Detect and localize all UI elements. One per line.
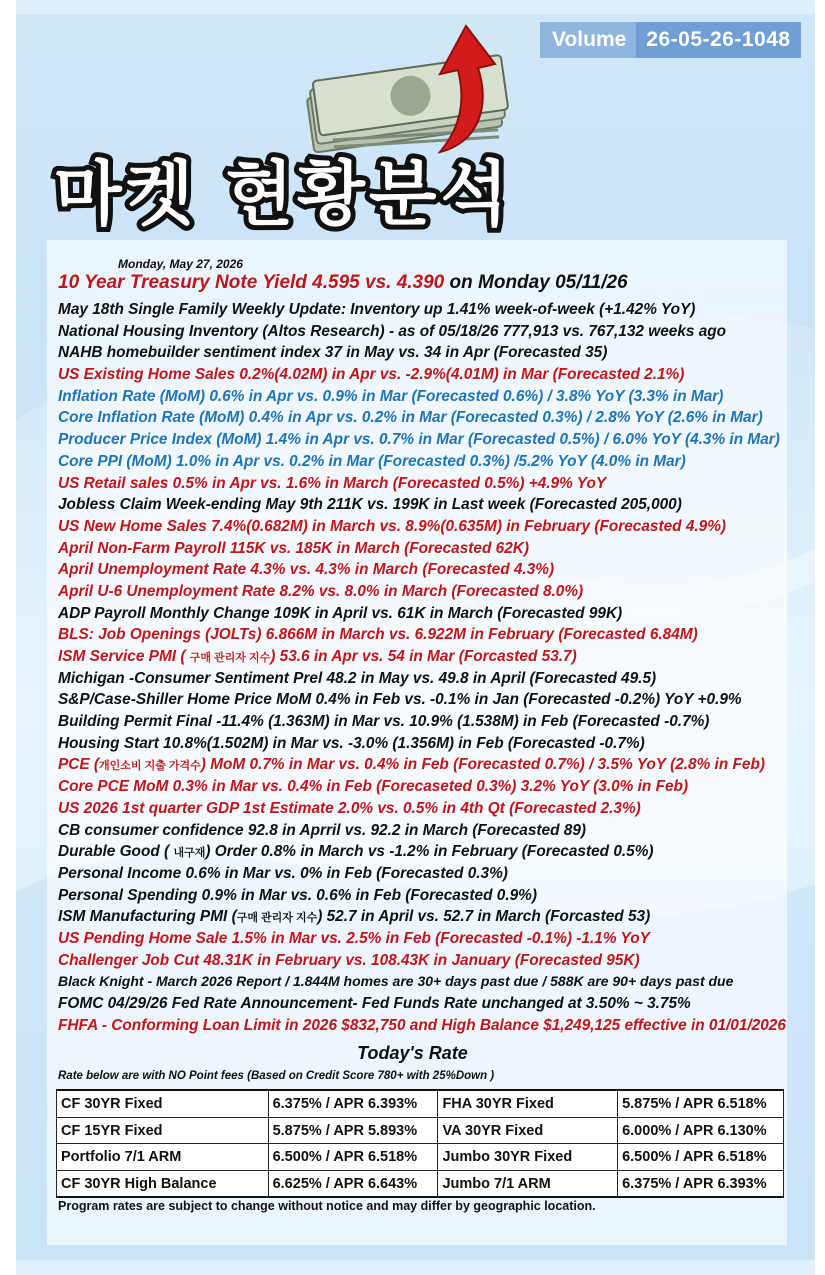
market-indicator-item: Core Inflation Rate (MoM) 0.4% in Apr vs. 0.2% in Mar (Forecasted 0.3%) / 2.8% YoY (2.6% in Mar) [58, 409, 763, 427]
rate-row [57, 1090, 784, 1117]
market-indicator-item: April Non-Farm Payroll 115K vs. 185K in March (Forecasted 62K) [58, 539, 529, 557]
market-indicator-item: May 18th Single Family Weekly Update: Inventory up 1.41% week-of-week (+1.42% YoY) [58, 301, 696, 318]
volume-label: Volume [540, 22, 636, 58]
rate-value-cell: 6.625% / APR 6.643% [268, 1170, 438, 1197]
market-indicator-item: ISM Service PMI ( 구매 관리자 지수) 53.6 in Apr vs. 54 in Mar (Forcasted 53.7) [58, 648, 577, 665]
market-indicator-item: US Retail sales 0.5% in Apr vs. 1.6% in March (Forecasted 0.5%) +4.9% YoY [58, 474, 607, 492]
rate-row [57, 1117, 784, 1144]
rate-row [57, 1144, 784, 1171]
rate-value-cell: 6.500% / APR 6.518% [618, 1144, 784, 1171]
market-indicator-item: ADP Payroll Monthly Change 109K in April vs. 61K in March (Forecasted 99K) [58, 604, 623, 622]
volume-badge [540, 22, 801, 58]
rate-value-cell: 5.875% / APR 5.893% [268, 1117, 438, 1144]
volume-number: 26-05-26-1048 [636, 22, 800, 58]
market-indicator-item: April U-6 Unemployment Rate 8.2% vs. 8.0% in March (Forecasted 8.0%) [58, 582, 584, 600]
korean-note: 구매 관리자 지수 [236, 912, 318, 925]
treasury-headline [58, 272, 628, 294]
page-title: 마켓 현황분석 [54, 153, 513, 235]
market-indicator-item: Inflation Rate (MoM) 0.6% in Apr vs. 0.9% in Mar (Forecasted 0.6%) / 3.8% YoY (3.3% in Mar) [58, 387, 724, 405]
market-indicator-item: PCE (개인소비 지출 가격수) MoM 0.7% in Mar vs. 0.4% in Feb (Forecasted 0.7%) / 3.5% YoY (2.8% in Feb) [58, 756, 765, 774]
market-indicator-item: Core PPI (MoM) 1.0% in Apr vs. 0.2% in Mar (Forecasted 0.3%) /5.2% YoY (4.0% in Mar) [58, 452, 686, 470]
rate-program-cell: FHA 30YR Fixed [438, 1090, 618, 1117]
market-indicator-item: Challenger Job Cut 48.31K in February vs. 108.43K in January (Forecasted 95K) [58, 951, 640, 969]
market-indicator-item: Producer Price Index (MoM) 1.4% in Apr vs. 0.7% in Mar (Forecasted 0.5%) / 6.0% YoY (4.3% in Mar) [58, 431, 780, 449]
market-indicator-item: FHFA - Conforming Loan Limit in 2026 $832,750 and High Balance $1,249,125 effective in 01/01/2026 [58, 1016, 786, 1034]
rate-program-cell: CF 30YR Fixed [57, 1090, 269, 1117]
rate-value-cell: 6.500% / APR 6.518% [268, 1144, 438, 1171]
market-indicator-item: US 2026 1st quarter GDP 1st Estimate 2.0% vs. 0.5% in 4th Qt (Forecasted 2.3%) [58, 799, 641, 817]
rate-program-cell: Jumbo 7/1 ARM [438, 1170, 618, 1197]
market-indicator-item: Building Permit Final -11.4% (1.363M) in Mar vs. 10.9% (1.538M) in Feb (Forecasted -0.7%) [58, 713, 710, 731]
left-border [0, 0, 16, 1275]
market-indicator-item: ISM Manufacturing PMI (구매 관리자 지수) 52.7 in April vs. 52.7 in March (Forcasted 53) [58, 908, 651, 926]
rates-footnote: Program rates are subject to change without notice and may differ by geographic location. [58, 1199, 596, 1213]
market-indicator-item: S&P/Case-Shiller Home Price MoM 0.4% in Feb vs. -0.1% in Jan (Forecasted -0.2%) YoY +0.9% [58, 691, 742, 709]
rate-program-cell: CF 15YR Fixed [57, 1117, 269, 1144]
rate-value-cell: 6.375% / APR 6.393% [268, 1090, 438, 1117]
market-indicator-item: Core PCE MoM 0.3% in Mar vs. 0.4% in Feb (Forecaseted 0.3%) 3.2% YoY (3.0% in Feb) [58, 778, 689, 796]
market-indicator-item: Durable Good ( 내구재) Order 0.8% in March vs -1.2% in February (Forecasted 0.5%) [58, 843, 654, 861]
right-border [815, 0, 825, 1275]
market-indicator-item: April Unemployment Rate 4.3% vs. 4.3% in March (Forecasted 4.3%) [58, 561, 555, 579]
market-indicator-item: US Pending Home Sale 1.5% in Mar vs. 2.5% in Feb (Forecasted -0.1%) -1.1% YoY [58, 929, 650, 947]
korean-note: 개인소비 지출 가격수 [99, 760, 201, 773]
market-indicator-list [58, 299, 798, 1036]
market-indicator-item: FOMC 04/29/26 Fed Rate Announcement- Fed Funds Rate unchanged at 3.50% ~ 3.75% [58, 995, 691, 1012]
market-indicator-item: US New Home Sales 7.4%(0.682M) in March vs. 8.9%(0.635M) in February (Forecasted 4.9%) [58, 517, 727, 535]
treasury-date-text: on Monday 05/11/26 [444, 272, 628, 293]
rate-value-cell: 6.000% / APR 6.130% [618, 1117, 784, 1144]
rates-title: Today's Rate [357, 1043, 468, 1063]
korean-note: 내구재 [173, 847, 206, 860]
treasury-yield-text: 10 Year Treasury Note Yield 4.595 vs. 4.390 [58, 272, 445, 293]
market-indicator-item: Personal Spending 0.9% in Mar vs. 0.6% in Feb (Forecasted 0.9%) [58, 886, 537, 904]
rate-program-cell: VA 30YR Fixed [438, 1117, 618, 1144]
report-date: Monday, May 27, 2026 [118, 257, 243, 271]
market-indicator-item: National Housing Inventory (Altos Research) - as of 05/18/26 777,913 vs. 767,132 weeks ago [58, 322, 727, 340]
rate-value-cell: 6.375% / APR 6.393% [618, 1170, 784, 1197]
market-indicator-item: Michigan -Consumer Sentiment Prel 48.2 in May vs. 49.8 in April (Forecasted 49.5) [58, 669, 657, 687]
rate-program-cell: Portfolio 7/1 ARM [57, 1144, 269, 1171]
korean-note: 구매 관리자 지수 [189, 652, 271, 664]
market-indicator-item: US Existing Home Sales 0.2%(4.02M) in Apr vs. -2.9%(4.01M) in Mar (Forecasted 2.1%) [58, 366, 685, 384]
rate-row [57, 1170, 784, 1197]
market-indicator-item: Personal Income 0.6% in Mar vs. 0% in Feb (Forecasted 0.3%) [58, 864, 508, 882]
market-indicator-item: Housing Start 10.8%(1.502M) in Mar vs. -3.0% (1.356M) in Feb (Forecasted -0.7%) [58, 734, 645, 752]
market-indicator-item: Jobless Claim Week-ending May 9th 211K vs. 199K in Last week (Forecasted 205,000) [58, 496, 682, 514]
market-indicator-item: Black Knight - March 2026 Report / 1.844M homes are 30+ days past due / 588K are 90+ days past due [58, 973, 734, 990]
rate-value-cell: 5.875% / APR 6.518% [618, 1090, 784, 1117]
market-indicator-item: NAHB homebuilder sentiment index 37 in May vs. 34 in Apr (Forecasted 35) [58, 344, 608, 362]
rate-program-cell: Jumbo 30YR Fixed [438, 1144, 618, 1171]
rates-note: Rate below are with NO Point fees (Based on Credit Score 780+ with 25%Down ) [58, 1070, 495, 1082]
rates-table [56, 1089, 784, 1197]
rates-footnote-divider [56, 1196, 784, 1198]
market-indicator-item: CB consumer confidence 92.8 in Aprril vs. 92.2 in March (Forecasted 89) [58, 821, 587, 839]
market-indicator-item: BLS: Job Openings (JOLTs) 6.866M in March vs. 6.922M in February (Forecasted 6.84M) [58, 626, 698, 644]
rate-program-cell: CF 30YR High Balance [57, 1170, 269, 1197]
